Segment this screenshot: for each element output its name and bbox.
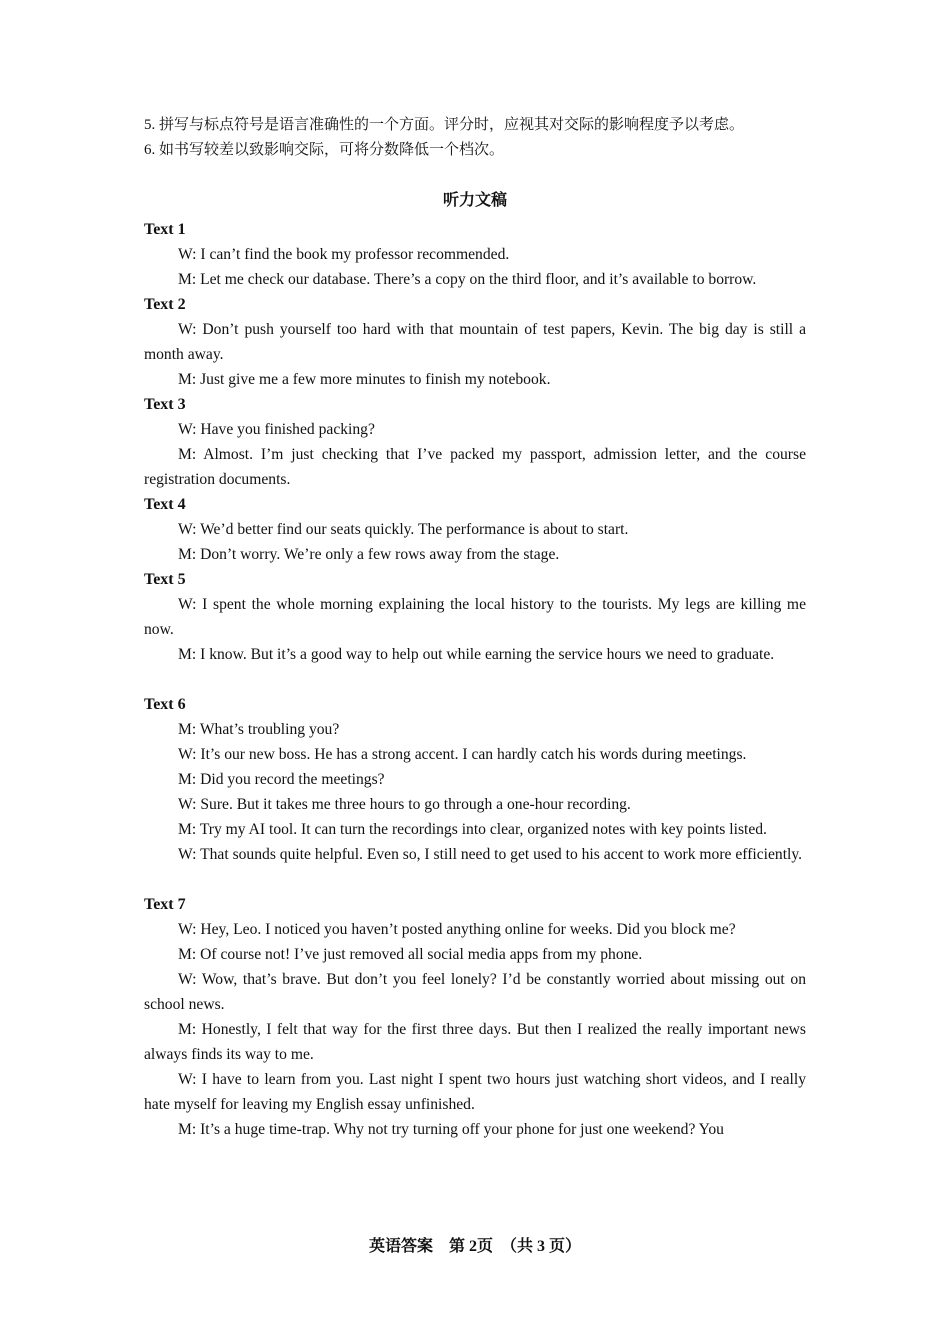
dialogue-line: M: Of course not! I’ve just removed all social media apps from my phone. [178,946,643,963]
section-title: 听力文稿 [442,192,507,209]
dialogue-line: M: Honestly, I felt that way for the first three days. But then I realized the really important news always finds its way to me. [144,1021,806,1063]
dialogue-line: W: That sounds quite helpful. Even so, I still need to get used to his accent to work more efficiently. [178,846,803,863]
text-5 [144,567,806,667]
text-1 [144,217,806,292]
dialogue-line: M: Did you record the meetings? [178,771,385,788]
dialogue-line: W: Don’t push yourself too hard with that mountain of test papers, Kevin. The big day is still a month away. [144,321,806,363]
scoring-notes [144,113,806,163]
text-label: Text 5 [144,571,186,588]
dialogue-line: W: It’s our new boss. He has a strong accent. I can hardly catch his words during meetings. [178,746,747,763]
dialogue-line: M: What’s troubling you? [178,721,340,738]
dialogue-line: W: Wow, that’s brave. But don’t you feel lonely? I’d be constantly worried about missing out on school news. [144,971,806,1013]
text-label: Text 1 [144,221,186,238]
text-6 [144,692,806,867]
dialogue-line: W: Sure. But it takes me three hours to go through a one-hour recording. [178,796,631,813]
page-footer: 英语答案 第 2页 （共 3 页） [368,1238,581,1255]
text-label: Text 3 [144,396,186,413]
dialogue-line: M: Almost. I’m just checking that I’ve packed my passport, admission letter, and the course registration documents. [144,446,806,488]
note-5: 5. 拼写与标点符号是语言准确性的一个方面。评分时，应视其对交际的影响程度予以考虑。 [144,117,745,133]
page-content [144,113,806,1142]
text-label: Text 2 [144,296,186,313]
text-label: Text 6 [144,696,186,713]
text-3 [144,392,806,492]
dialogue-line: W: I have to learn from you. Last night I spent two hours just watching short videos, and I really hate myself for leaving my English essay unfinished. [144,1071,806,1113]
text-7 [144,892,806,1142]
text-label: Text 4 [144,496,186,513]
text-2 [144,292,806,392]
dialogue-line: W: We’d better find our seats quickly. The performance is about to start. [178,521,629,538]
dialogue-line: M: Let me check our database. There’s a copy on the third floor, and it’s available to borrow. [178,271,757,288]
dialogue-line: M: Just give me a few more minutes to finish my notebook. [178,371,551,388]
dialogue-line: W: I can’t find the book my professor recommended. [178,246,510,263]
dialogue-line: M: I know. But it’s a good way to help out while earning the service hours we need to graduate. [178,646,775,663]
note-6: 6. 如书写较差以致影响交际，可将分数降低一个档次。 [144,142,505,158]
dialogue-line: M: Don’t worry. We’re only a few rows away from the stage. [178,546,560,563]
dialogue-line: W: Hey, Leo. I noticed you haven’t posted anything online for weeks. Did you block me? [178,921,736,938]
dialogue-line: W: I spent the whole morning explaining the local history to the tourists. My legs are killing me now. [144,596,806,638]
dialogue-line: M: Try my AI tool. It can turn the recordings into clear, organized notes with key points listed. [178,821,767,838]
dialogue-line: W: Have you finished packing? [178,421,375,438]
text-4 [144,492,806,567]
dialogue-line: M: It’s a huge time-trap. Why not try turning off your phone for just one weekend? You [178,1121,724,1138]
text-label: Text 7 [144,896,186,913]
